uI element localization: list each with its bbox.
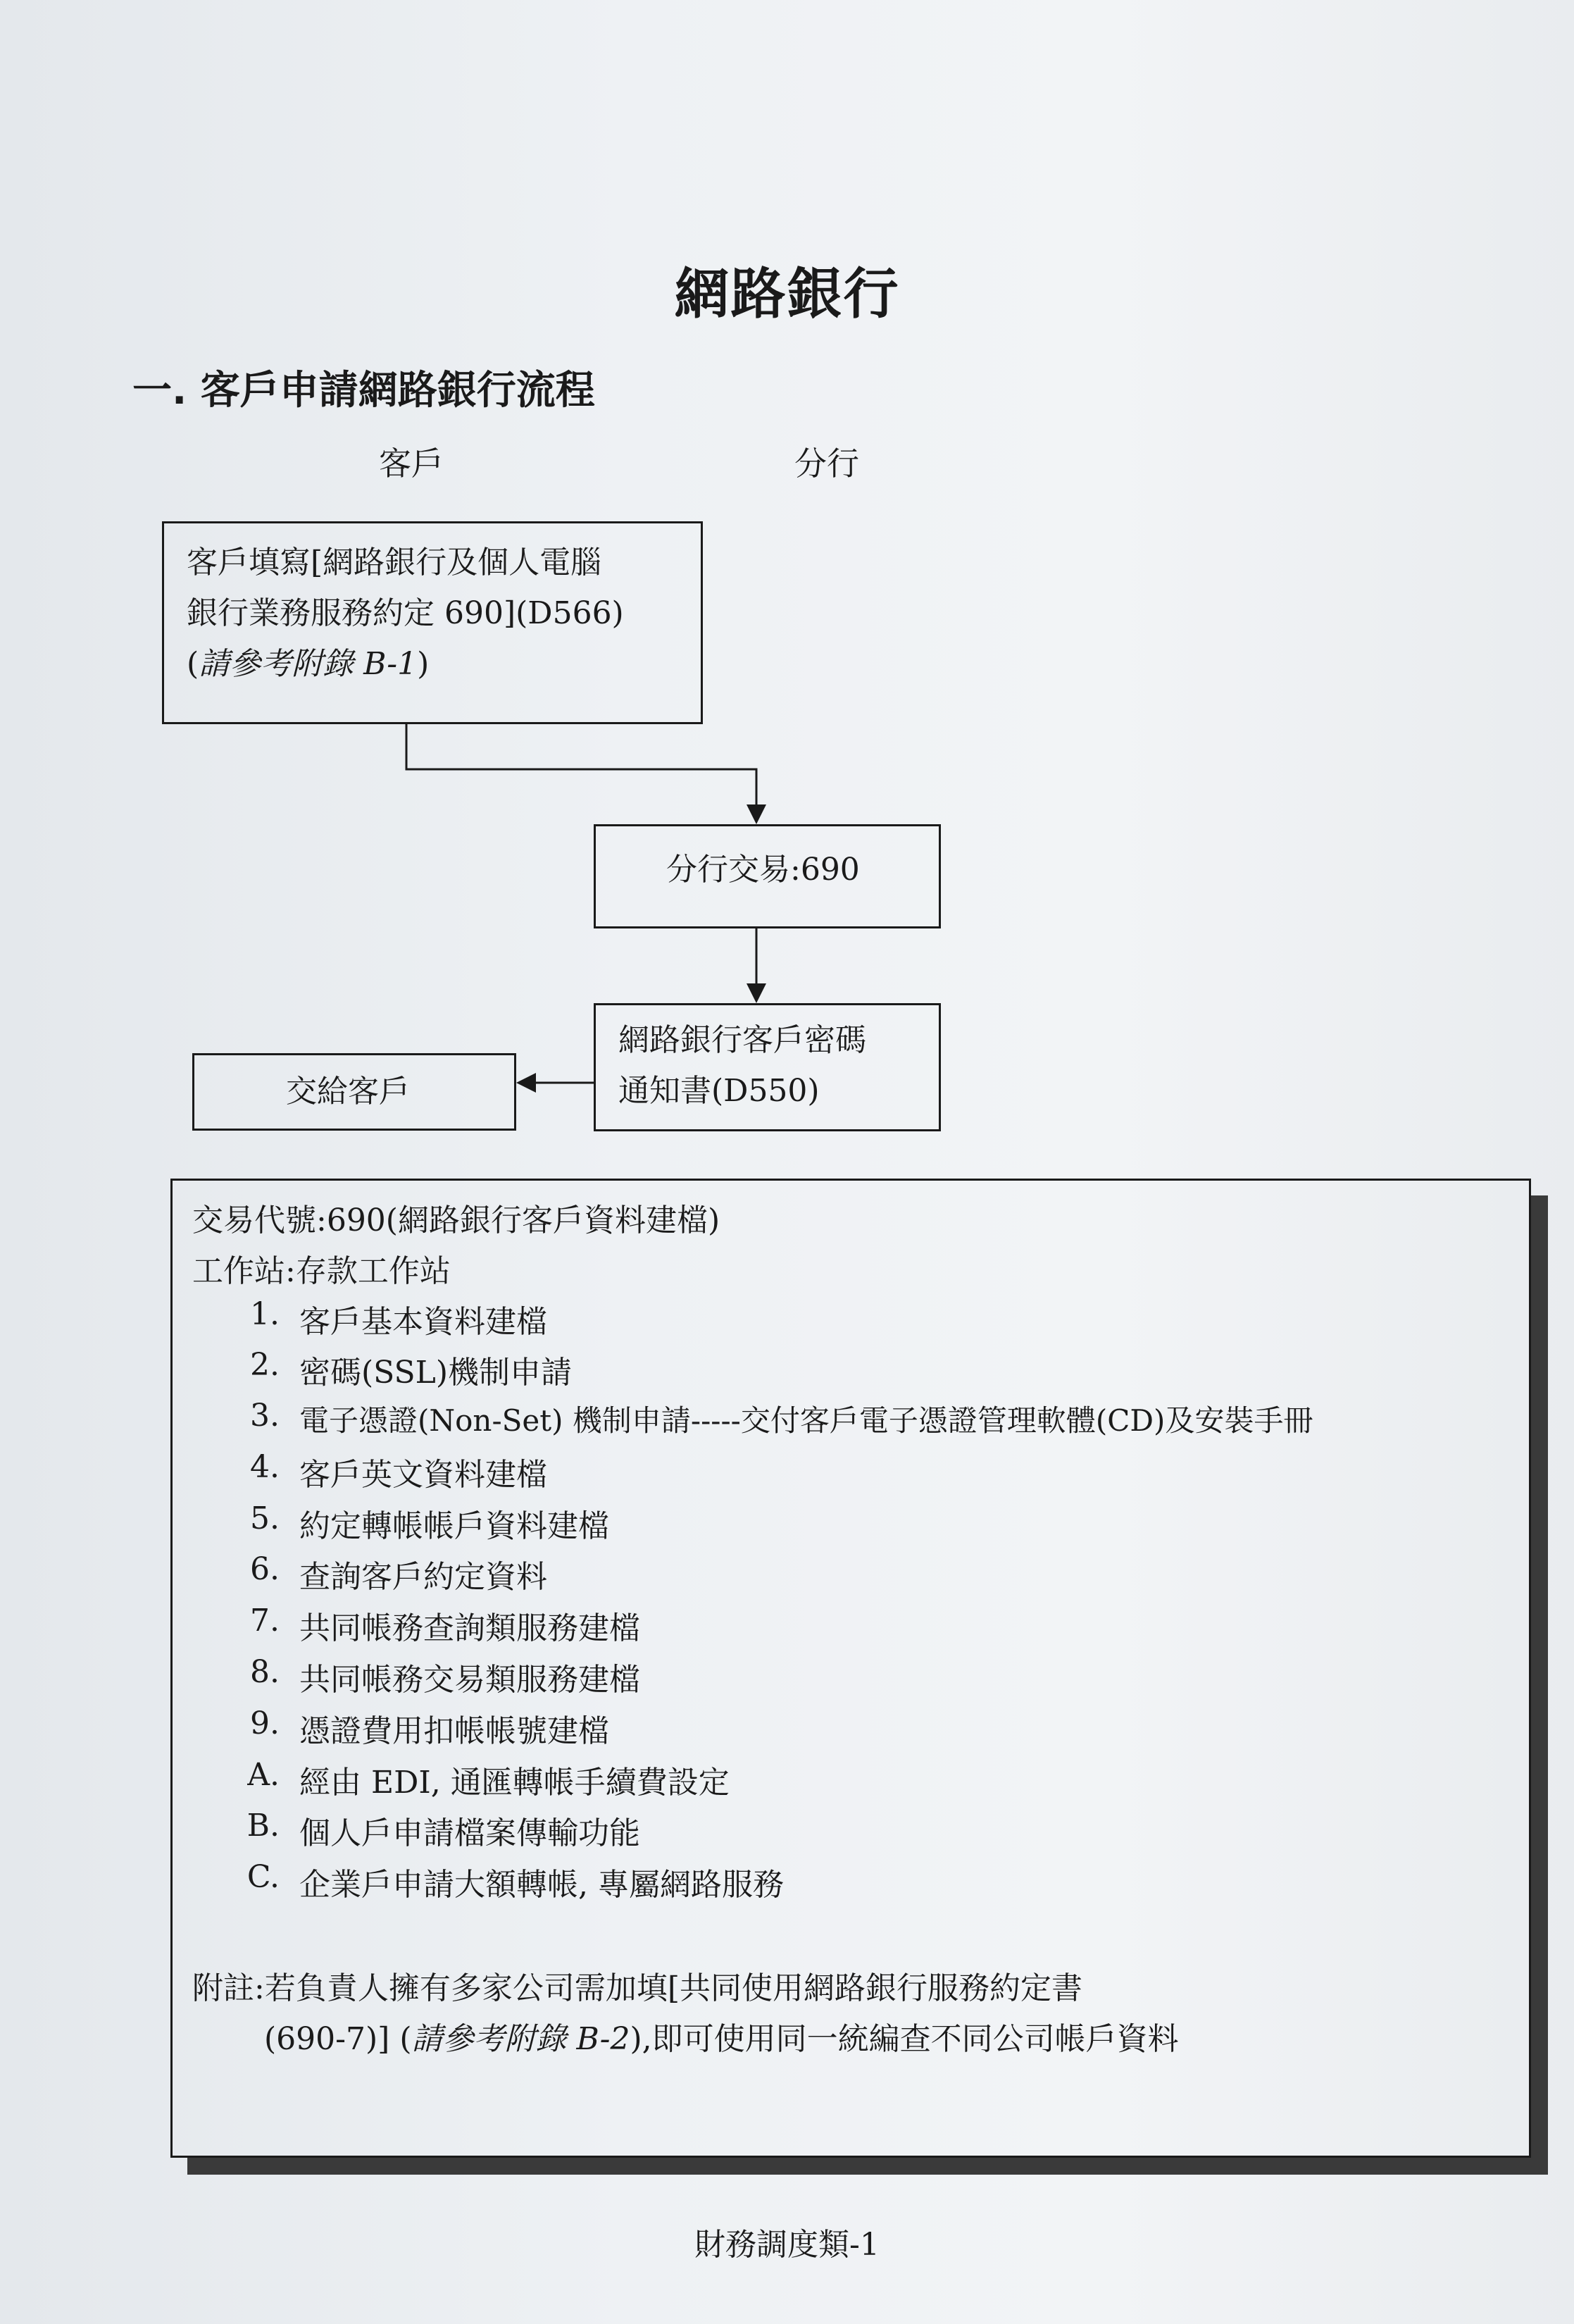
arrowhead-down-icon bbox=[747, 804, 766, 824]
footnote-line1: 附註:若負責人擁有多家公司需加填[共同使用網路銀行服務約定書 bbox=[192, 1970, 1082, 2006]
arrowhead-down-icon bbox=[747, 983, 766, 1003]
appendix-reference: 請參考附錄 B-2 bbox=[411, 2021, 630, 2057]
footnote-line2: (690-7)] (請參考附錄 B-2),即可使用同一統編查不同公司帳戶資料 bbox=[264, 2021, 1179, 2057]
page-title: 網路銀行 bbox=[674, 263, 900, 326]
flow-step-hand-to-customer-label: 交給客戶 bbox=[286, 1074, 410, 1110]
flow-step-customer-form-line2: 銀行業務服務約定 690](D566) bbox=[187, 595, 624, 631]
column-label-customer: 客戶 bbox=[379, 445, 444, 483]
page-footer: 財務調度類-1 bbox=[694, 2227, 880, 2263]
flow-step-branch-transaction-label: 分行交易:690 bbox=[666, 852, 860, 888]
connector-form-to-transaction bbox=[406, 724, 756, 807]
flow-step-customer-form-line3: (請參考附錄 B-1) bbox=[187, 646, 430, 682]
flow-step-customer-form-line1: 客戶填寫[網路銀行及個人電腦 bbox=[187, 545, 602, 580]
column-label-branch: 分行 bbox=[794, 445, 859, 483]
section-heading: 一. 客戶申請網路銀行流程 bbox=[132, 368, 595, 414]
flow-step-password-notice-line2: 通知書(D550) bbox=[618, 1073, 820, 1109]
workstation: 工作站:存款工作站 bbox=[192, 1253, 451, 1289]
appendix-reference: 請參考附錄 B-1 bbox=[199, 646, 418, 682]
transaction-info-box: 交易代號:690(網路銀行客戶資料建檔) 工作站:存款工作站 1. 客戶基本資料建檔 2. 密碼(SSL)機制申請 3. 電子憑證(Non-Set) 機制申請-----交付客戶電子憑證管理軟體(CD)及安裝手冊 4. 客戶英文資料建檔 5. 約定轉帳帳戶資料建檔 6. 查詢客戶約定資料 7. 共同帳務查詢類服務建檔 8. 共同帳務交易類服務建檔 9. 憑證費用扣帳帳號建檔 A. 經由 EDI, 通匯轉帳手續費設定 B. 個人戶申請檔案傳輸功能 C. 企業戶申請大額轉帳, 專屬網路服務 附註:若負責人擁有多家公司需加填[共同使用網路銀行服務約定書 (690-7)] (請參考附錄 B-2),即可使用同一統編查不同公司帳戶資料 bbox=[170, 1179, 1531, 2158]
arrowhead-left-icon bbox=[516, 1073, 536, 1093]
flow-step-password-notice-line1: 網路銀行客戶密碼 bbox=[618, 1022, 866, 1058]
transaction-code: 交易代號:690(網路銀行客戶資料建檔) bbox=[192, 1203, 720, 1238]
